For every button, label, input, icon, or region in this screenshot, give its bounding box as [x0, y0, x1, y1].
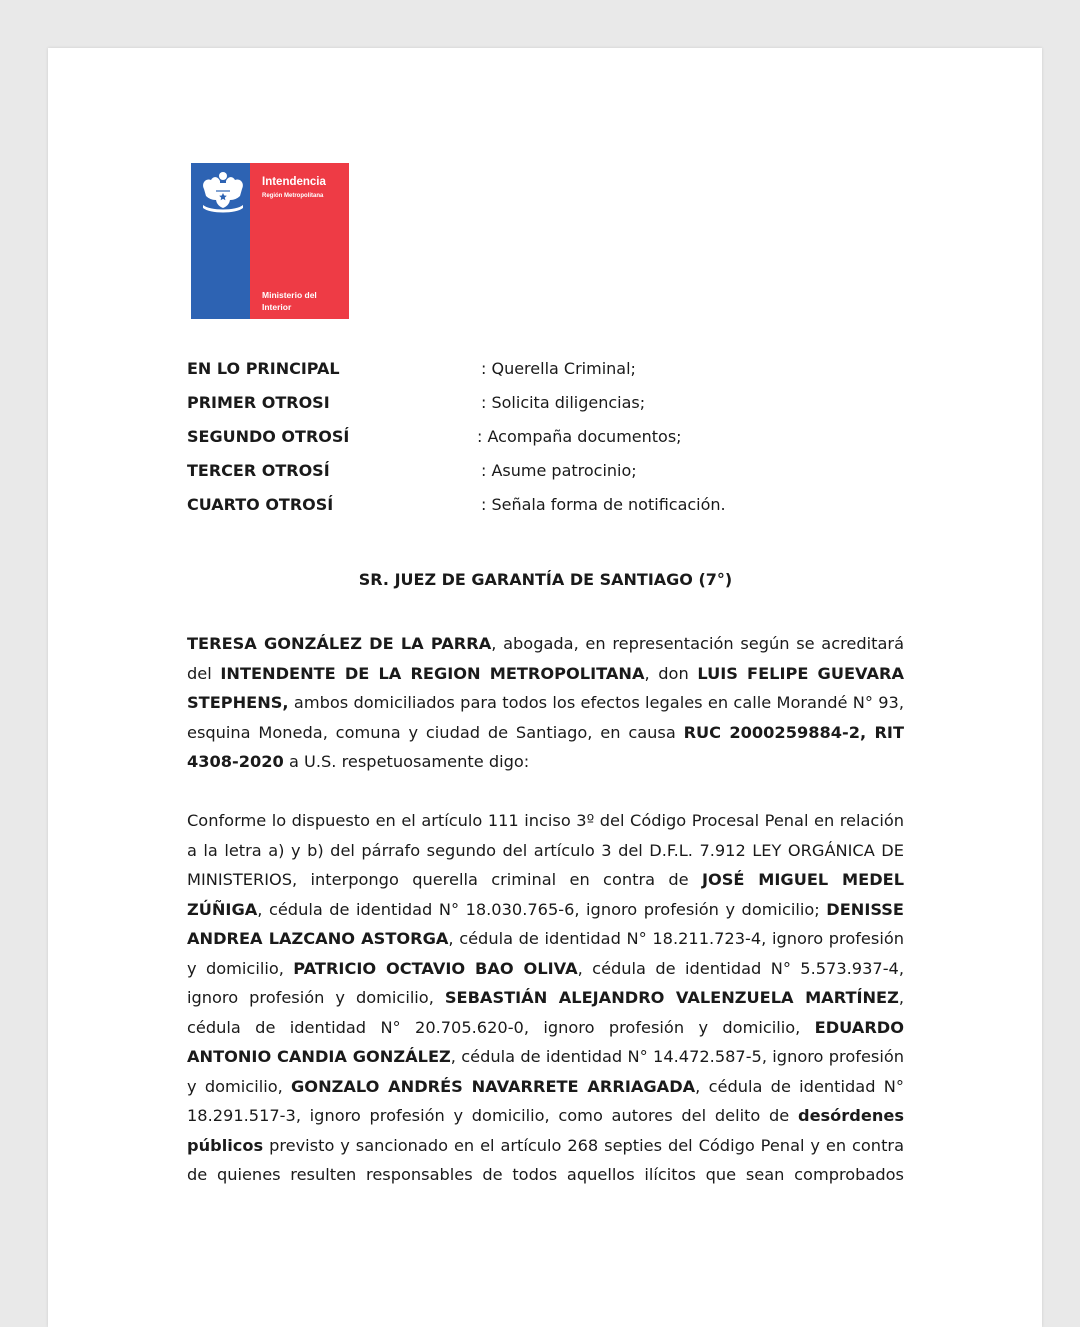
text-line [187, 1042, 904, 1072]
text-run: previsto y sancionado en el artículo 268 septies del Código Penal y en contra [263, 1135, 904, 1155]
text-line [187, 924, 904, 954]
bold-text: LUIS FELIPE GUEVARA [697, 663, 904, 683]
text-run: del [187, 663, 221, 683]
text-line [187, 895, 904, 925]
bold-text: GONZALO ANDRÉS NAVARRETE ARRIAGADA [291, 1076, 696, 1096]
sumilla-row [187, 459, 787, 493]
bold-text: ZÚÑIGA [187, 899, 258, 919]
bold-text: EDUARDO [814, 1017, 904, 1037]
bold-text: ANTONIO CANDIA GONZÁLEZ [187, 1047, 451, 1066]
text-run: Conforme lo dispuesto en el artículo 111 inciso 3º del Código Procesal Penal en relación [187, 811, 904, 830]
text-run: , cédula de identidad N° 18.211.723-4, ignoro profesión [448, 929, 904, 948]
text-line [187, 1160, 904, 1190]
bold-text: TERESA GONZÁLEZ DE LA PARRA [187, 634, 492, 653]
text-run: esquina Moneda, comuna y ciudad de Santiago, en causa [187, 722, 684, 742]
text-line [187, 1013, 904, 1043]
text-run: de quienes resulten responsables de todos aquellos ilícitos que sean comprobados [187, 1165, 904, 1184]
text-run: , cédula de identidad N° 18.030.765-6, ignoro profesión y domicilio; [257, 899, 827, 919]
sumilla-value: : Acompaña documentos; [477, 427, 682, 446]
text-line [187, 659, 904, 689]
logo-ministry-line2: Interior [262, 302, 292, 312]
bold-text: desórdenes [797, 1106, 904, 1125]
sumilla-label: TERCER OTROSÍ [187, 461, 330, 480]
logo-subtitle: Región Metropolitana [262, 193, 324, 199]
text-run: ignoro profesión y domicilio, [187, 988, 445, 1007]
bold-text: JOSÉ MIGUEL MEDEL [701, 870, 905, 889]
text-run: , cédula de identidad N° 14.472.587-5, ignoro profesión [450, 1047, 904, 1066]
sumilla-value: : Querella Criminal; [481, 359, 636, 378]
chile-coat-of-arms-icon [198, 169, 248, 215]
sumilla-value: : Señala forma de notificación. [481, 495, 726, 514]
paragraph-querella [187, 806, 904, 1190]
bold-text: 4308-2020 [187, 752, 284, 771]
text-line [187, 1072, 904, 1102]
bold-text: DENISSE [826, 899, 904, 919]
text-line [187, 806, 904, 836]
logo-blue-panel [191, 163, 250, 319]
paragraph-intro [187, 629, 904, 777]
sumilla-label: SEGUNDO OTROSÍ [187, 427, 350, 446]
bold-text: PATRICIO OCTAVIO BAO OLIVA [293, 958, 578, 978]
text-line [187, 629, 904, 659]
text-run: 18.291.517-3, ignoro profesión y domicilio, como autores del delito de [187, 1106, 798, 1125]
bold-text: INTENDENTE DE LA REGION METROPOLITANA [220, 663, 645, 683]
logo-ministry [262, 289, 317, 313]
text-line [187, 688, 904, 718]
text-run: , cédula de identidad N° [695, 1076, 904, 1096]
sumilla-row [187, 425, 787, 459]
sumilla-label: PRIMER OTROSI [187, 393, 330, 412]
intendencia-logo [191, 163, 349, 319]
text-run: ambos domiciliados para todos los efectos legales en calle Morandé N° 93, [288, 693, 904, 712]
text-run: a U.S. respetuosamente digo: [283, 752, 530, 771]
text-run: , [898, 988, 905, 1007]
sumilla-row [187, 493, 787, 527]
sumilla-row [187, 391, 787, 425]
bold-text: ANDREA LAZCANO ASTORGA [187, 929, 449, 948]
text-run: , cédula de identidad N° 5.573.937-4, [577, 958, 904, 978]
text-line [187, 836, 904, 866]
text-run: y domicilio, [187, 958, 294, 978]
sumilla [187, 357, 787, 527]
text-run: , don [644, 663, 698, 683]
text-line [187, 747, 904, 777]
text-line [187, 1101, 904, 1131]
text-run: , abogada, en representación según se acreditará [491, 634, 904, 653]
bold-text: STEPHENS, [187, 693, 289, 712]
bold-text: RUC 2000259884-2, RIT [683, 722, 904, 742]
logo-title: Intendencia [262, 176, 326, 188]
sumilla-value: : Asume patrocinio; [481, 461, 637, 480]
bold-text: públicos [187, 1135, 264, 1155]
text-line [187, 718, 904, 748]
text-run: y domicilio, [187, 1076, 292, 1096]
text-line [187, 954, 904, 984]
text-run: MINISTERIOS, interpongo querella criminal en contra de [187, 870, 702, 889]
sumilla-label: CUARTO OTROSÍ [187, 495, 334, 514]
text-line [187, 865, 904, 895]
sumilla-row [187, 357, 787, 391]
sumilla-label: EN LO PRINCIPAL [187, 359, 340, 378]
court-heading: SR. JUEZ DE GARANTÍA DE SANTIAGO (7°) [358, 570, 733, 589]
text-run: cédula de identidad N° 20.705.620-0, ignoro profesión y domicilio, [187, 1017, 815, 1037]
text-line [187, 983, 904, 1013]
text-run: a la letra a) y b) del párrafo segundo del artículo 3 del D.F.L. 7.912 LEY ORGÁNICA DE [187, 840, 904, 860]
bold-text: SEBASTIÁN ALEJANDRO VALENZUELA MARTÍNEZ [444, 988, 899, 1007]
text-line [187, 1131, 904, 1161]
logo-red-panel [250, 163, 349, 319]
sumilla-value: : Solicita diligencias; [481, 393, 646, 412]
logo-ministry-line1: Ministerio del [262, 290, 317, 300]
